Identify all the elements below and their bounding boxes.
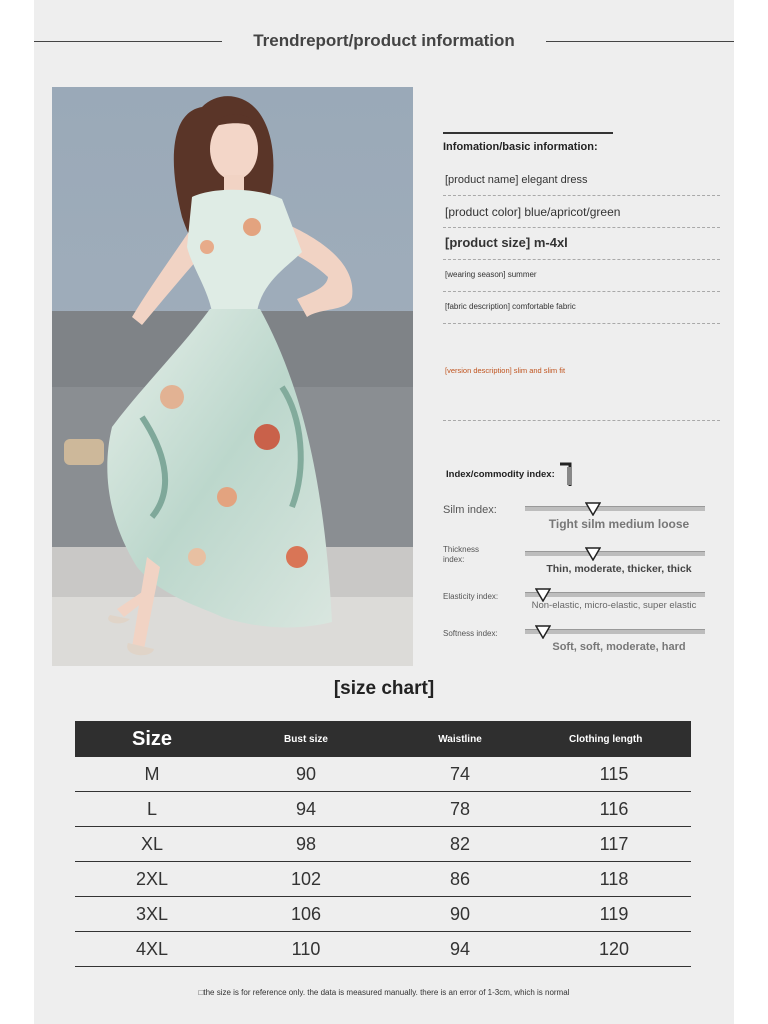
index-bracket-icon	[558, 462, 572, 488]
cell-bust: 110	[291, 938, 321, 959]
cell-size: 4XL	[135, 938, 169, 959]
cell-size: M	[144, 763, 160, 784]
cell-bust: 106	[290, 903, 322, 924]
cell-bust: 102	[290, 868, 322, 889]
info-row-label: [wearing season] summer	[445, 270, 537, 279]
product-info-page	[34, 0, 734, 1024]
info-heading: Infomation/basic information:	[443, 141, 598, 153]
cell-waist: 82	[449, 833, 471, 854]
cell-length: 117	[599, 833, 629, 854]
header-length: Clothing length	[569, 733, 643, 745]
index-scale: Non-elastic, micro-elastic, super elastic	[531, 600, 697, 611]
info-row-label: [product name] elegant dress	[445, 174, 588, 186]
cell-bust: 94	[295, 798, 317, 819]
index-track	[525, 629, 705, 634]
index-scale: Tight silm medium loose	[548, 517, 690, 531]
product-photo	[52, 87, 413, 666]
header-bust: Bust size	[284, 733, 328, 745]
table-row	[75, 897, 691, 932]
header-size: Size	[131, 727, 173, 750]
info-row-label: [fabric description] comfortable fabric	[445, 302, 576, 311]
cell-length: 118	[599, 868, 629, 889]
index-label: Elasticity index:	[443, 592, 499, 601]
index-thickness	[443, 545, 733, 585]
index-scale: Thin, moderate, thicker, thick	[546, 563, 692, 575]
info-row-product-name	[443, 170, 720, 196]
header-waist: Waistline	[438, 733, 482, 745]
info-row-fabric-description	[443, 291, 720, 324]
table-row	[75, 792, 691, 827]
table-row	[75, 862, 691, 897]
index-label: Softness index:	[443, 629, 498, 638]
index-thumb-icon	[535, 625, 551, 639]
index-track	[525, 551, 705, 556]
index-label: Silm index:	[443, 504, 497, 516]
cell-size: L	[146, 798, 157, 819]
cell-bust: 90	[295, 763, 317, 784]
index-track	[525, 592, 705, 597]
index-slim	[443, 500, 733, 540]
size-chart-table	[75, 721, 691, 967]
info-row-version-description	[443, 323, 720, 421]
header-rule-left	[34, 41, 222, 42]
cell-size: 3XL	[135, 903, 169, 924]
info-row-label: [product color] blue/apricot/green	[445, 205, 621, 219]
cell-waist: 90	[449, 903, 471, 924]
info-top-rule	[443, 132, 613, 134]
index-heading: Index/commodity index:	[446, 469, 555, 480]
cell-bust: 98	[295, 833, 317, 854]
footnote: □the size is for reference only. the data is measured manually. there is an error of 1-3cm, which is normal	[198, 988, 570, 997]
index-track	[525, 506, 705, 511]
info-row-label: [product size] m-4xl	[445, 235, 568, 250]
cell-length: 120	[598, 938, 630, 959]
cell-waist: 94	[449, 938, 471, 959]
page-title: Trendreport/product information	[253, 31, 515, 50]
index-softness	[443, 624, 733, 664]
table-row	[75, 827, 691, 862]
header-rule-right	[546, 41, 734, 42]
cell-size: 2XL	[135, 868, 169, 889]
info-row-label: [version description] slim and slim fit	[445, 366, 566, 375]
index-elasticity	[443, 587, 733, 627]
cell-waist: 86	[449, 868, 471, 889]
info-row-product-size	[443, 227, 720, 260]
cell-waist: 74	[449, 763, 471, 784]
cell-size: XL	[140, 833, 164, 854]
table-header	[75, 721, 691, 757]
table-row	[75, 932, 691, 967]
index-scale: Soft, soft, moderate, hard	[552, 641, 686, 653]
info-row-wearing-season	[443, 259, 720, 292]
index-thumb-icon	[585, 547, 601, 561]
info-row-product-color	[443, 195, 720, 228]
cell-waist: 78	[449, 798, 471, 819]
size-chart-title: [size chart]	[333, 678, 435, 699]
index-thumb-icon	[585, 502, 601, 516]
index-label: Thickness index:	[443, 545, 480, 564]
cell-length: 119	[599, 903, 629, 924]
table-row	[75, 757, 691, 792]
cell-length: 115	[599, 763, 629, 784]
cell-length: 116	[599, 798, 629, 819]
